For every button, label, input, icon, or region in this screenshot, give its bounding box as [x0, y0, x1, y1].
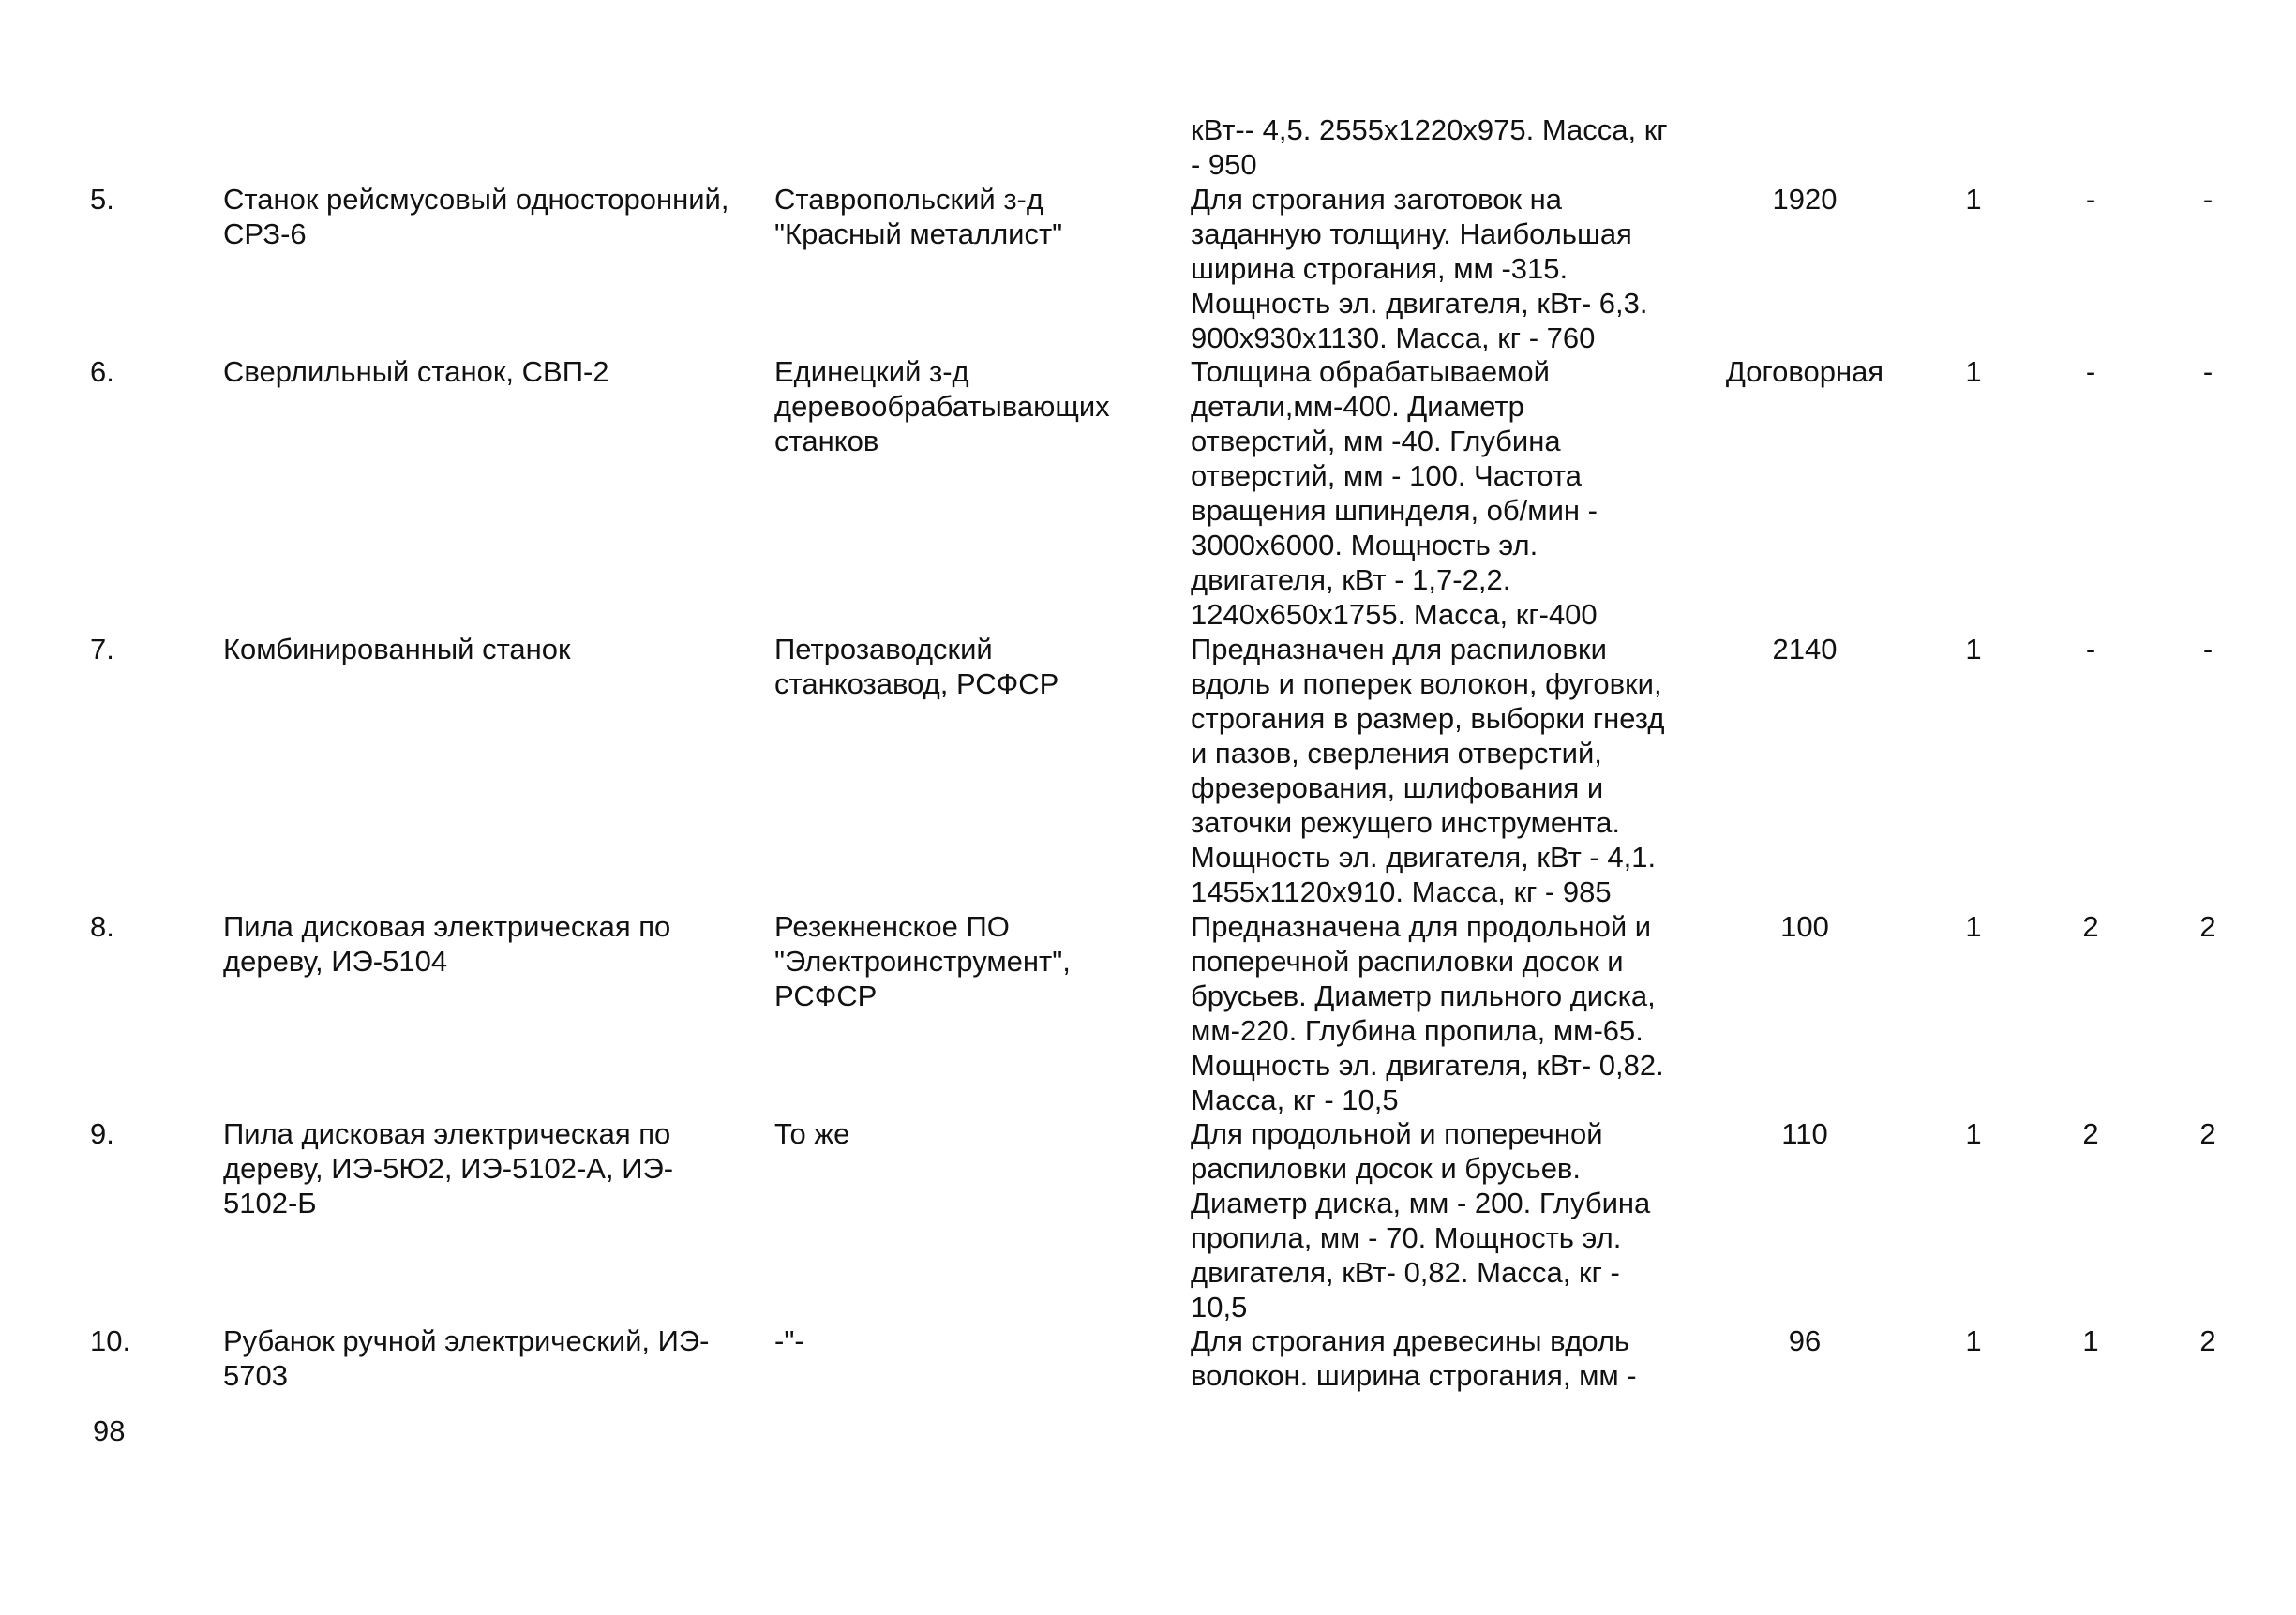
- price: 96: [1788, 1324, 1822, 1357]
- price: 2140: [1772, 633, 1838, 665]
- price: 1920: [1772, 183, 1838, 216]
- manufacturer: Петрозаводский станкозавод, РСФСР: [774, 633, 1059, 700]
- row-number: 6.: [90, 355, 114, 388]
- equipment-name: Пила дисковая электрическая по дереву, ИЭ-5Ю2, ИЭ-5102-А, ИЭ- 5102-Б: [223, 1117, 674, 1219]
- row-number: 8.: [90, 910, 114, 943]
- row-number: 9.: [90, 1117, 114, 1150]
- count-1: 1: [1965, 1117, 1982, 1150]
- price: Договорная: [1725, 355, 1884, 388]
- row-number: 7.: [90, 633, 114, 665]
- count-3: -: [2202, 355, 2213, 388]
- count-2: 2: [2082, 910, 2099, 943]
- price: 110: [1781, 1117, 1828, 1150]
- count-3: -: [2202, 183, 2213, 216]
- page-number: 98: [93, 1414, 126, 1447]
- equipment-name: Комбинированный станок: [223, 633, 571, 665]
- count-1: 1: [1965, 183, 1982, 216]
- description: Предназначена для продольной и поперечной распиловки досок и брусьев. Диаметр пильного диска, мм-220. Глубина пропила, мм-65. Мощность эл. двигателя, кВт- 0,82. Масса, кг - 10,5: [1191, 910, 1664, 1116]
- equipment-name: Станок рейсмусовый односторонний, СРЗ-6: [223, 183, 729, 250]
- description: Толщина обрабатываемой детали,мм-400. Диаметр отверстий, мм -40. Глубина отверстий, мм - 100. Частота вращения шпинделя, об/мин - 3000х6000. Мощность эл. двигателя, кВт - 1,7-2,2. 1240х650х1755. Масса, кг-400: [1191, 355, 1598, 631]
- manufacturer: То же: [774, 1117, 850, 1150]
- description: Для строгания заготовок на заданную толщину. Наибольшая ширина строгания, мм -315. Мощность эл. двигателя, кВт- 6,3. 900х930х1130. Масса, кг - 760: [1191, 183, 1648, 354]
- manufacturer: Единецкий з-д деревообрабатывающих станков: [774, 355, 1110, 457]
- count-3: 2: [2199, 910, 2216, 943]
- count-2: 1: [2082, 1324, 2099, 1357]
- equipment-name: Сверлильный станок, СВП-2: [223, 355, 609, 388]
- count-3: 2: [2199, 1117, 2216, 1150]
- row-number: 5.: [90, 183, 114, 216]
- price: 100: [1780, 910, 1829, 943]
- count-3: -: [2202, 633, 2213, 665]
- count-2: -: [2085, 355, 2096, 388]
- count-2: -: [2085, 633, 2096, 665]
- row-number: 10.: [90, 1324, 131, 1357]
- description: Для продольной и поперечной распиловки досок и брусьев. Диаметр диска, мм - 200. Глубина пропила, мм - 70. Мощность эл. двигателя, кВт- 0,82. Масса, кг - 10,5: [1191, 1117, 1651, 1323]
- manufacturer: Резекненское ПО "Электроинструмент", РСФСР: [774, 910, 1071, 1012]
- count-1: 1: [1965, 1324, 1982, 1357]
- equipment-name: Рубанок ручной электрический, ИЭ- 5703: [223, 1324, 710, 1392]
- count-2: 2: [2082, 1117, 2099, 1150]
- count-1: 1: [1965, 910, 1982, 943]
- count-1: 1: [1965, 633, 1982, 665]
- continued-description: кВт-- 4,5. 2555х1220х975. Масса, кг - 950: [1191, 113, 1668, 181]
- description: Предназначен для распиловки вдоль и поперек волокон, фуговки, строгания в размер, выборки гнезд и пазов, сверления отверстий, фрезерования, шлифования и заточки режущего инструмента. Мощность эл. двигателя, кВт - 4,1. 1455х1120х910. Масса, кг - 985: [1191, 633, 1665, 908]
- count-1: 1: [1965, 355, 1982, 388]
- count-2: -: [2085, 183, 2096, 216]
- manufacturer: -"-: [774, 1324, 804, 1357]
- count-3: 2: [2199, 1324, 2216, 1357]
- description: Для строгания древесины вдоль волокон. ширина строгания, мм -: [1191, 1324, 1637, 1392]
- equipment-name: Пила дисковая электрическая по дереву, ИЭ-5104: [223, 910, 671, 978]
- manufacturer: Ставропольский з-д "Красный металлист": [774, 183, 1063, 250]
